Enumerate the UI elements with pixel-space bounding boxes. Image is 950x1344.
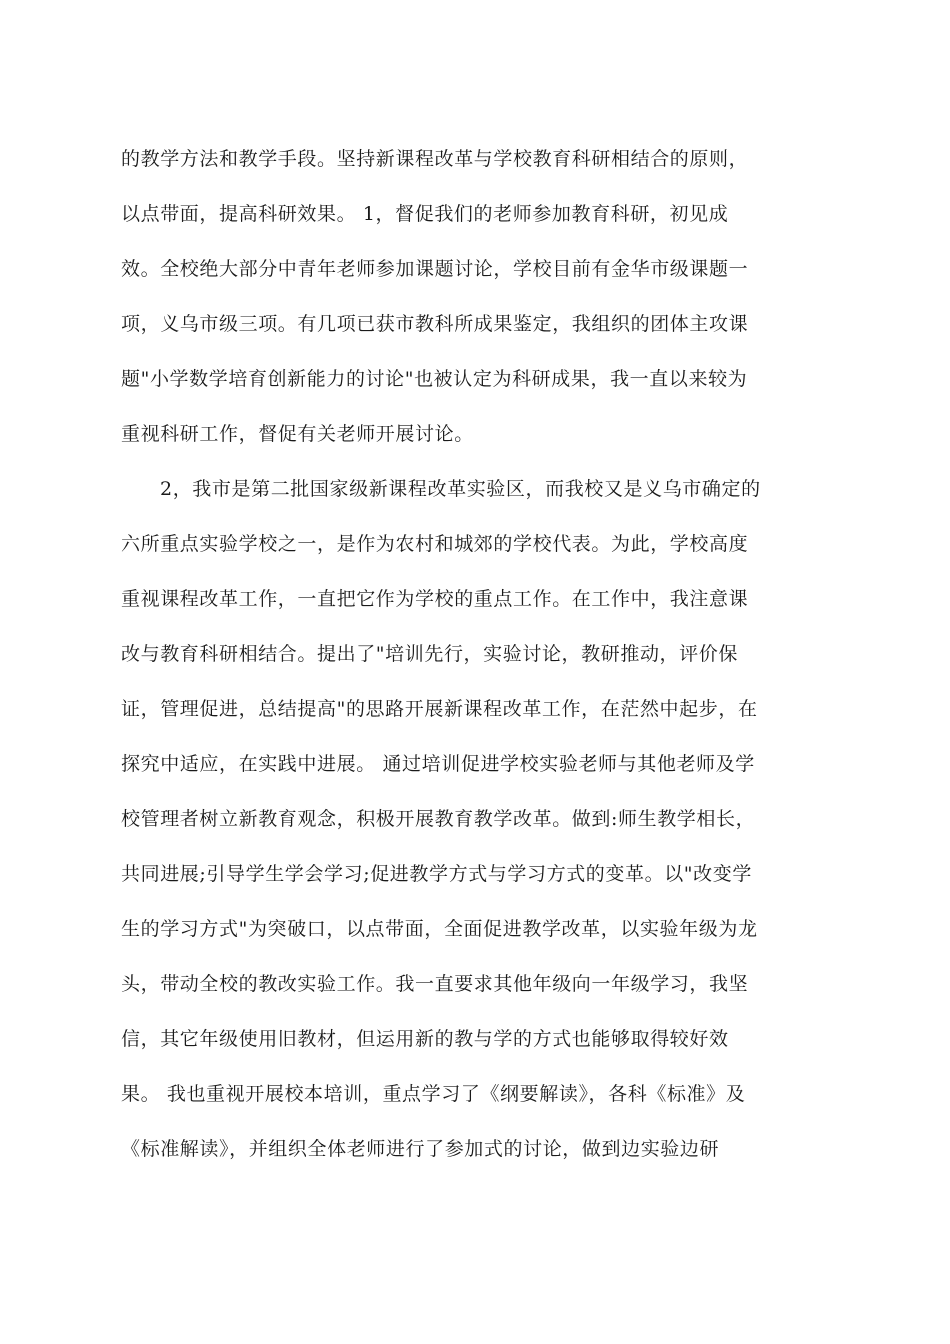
text-line: 果。 我也重视开展校本培训，重点学习了《纲要解读》，各科《标准》及 bbox=[121, 1083, 746, 1105]
text-line: 探究中适应，在实践中进展。 通过培训促进学校实验老师与其他老师及学 bbox=[121, 753, 755, 775]
text-line: 证，管理促进，总结提高"的思路开展新课程改革工作，在茫然中起步，在 bbox=[121, 698, 758, 720]
text-line: 信，其它年级使用旧教材，但运用新的教与学的方式也能够取得较好效 bbox=[121, 1028, 729, 1050]
text-line: 的教学方法和教学手段。坚持新课程改革与学校教育科研相结合的原则， bbox=[121, 148, 749, 170]
text-line: 重视科研工作，督促有关老师开展讨论。 bbox=[121, 423, 474, 445]
text-line: 校管理者树立新教育观念，积极开展教育教学改革。做到:师生教学相长， bbox=[121, 808, 756, 830]
paragraph-start-line: 2，我市是第二批国家级新课程改革实验区，而我校又是义乌市确定的 bbox=[160, 478, 761, 500]
text-line: 效。全校绝大部分中青年老师参加课题讨论，学校目前有金华市级课题一 bbox=[121, 258, 749, 280]
text-line: 以点带面，提高科研效果。 1，督促我们的老师参加教育科研，初见成 bbox=[121, 203, 729, 225]
text-line: 《标准解读》，并组织全体老师进行了参加式的讨论，做到边实验边研 bbox=[121, 1138, 720, 1160]
text-line: 头，带动全校的教改实验工作。我一直要求其他年级向一年级学习，我坚 bbox=[121, 973, 749, 995]
text-line: 六所重点实验学校之一，是作为农村和城郊的学校代表。为此，学校高度 bbox=[121, 533, 749, 555]
text-line: 改与教育科研相结合。提出了"培训先行，实验讨论，教研推动，评价保 bbox=[121, 643, 738, 665]
text-line: 重视课程改革工作，一直把它作为学校的重点工作。在工作中，我注意课 bbox=[121, 588, 749, 610]
text-line: 共同进展;引导学生学会学习;促进教学方式与学习方式的变革。以"改变学 bbox=[121, 863, 752, 885]
text-line: 项，义乌市级三项。有几项已获市教科所成果鉴定，我组织的团体主攻课 bbox=[121, 313, 749, 335]
text-line: 生的学习方式"为突破口，以点带面，全面促进教学改革，以实验年级为龙 bbox=[121, 918, 758, 940]
text-line: 题"小学数学培育创新能力的讨论"也被认定为科研成果，我一直以来较为 bbox=[121, 368, 748, 390]
